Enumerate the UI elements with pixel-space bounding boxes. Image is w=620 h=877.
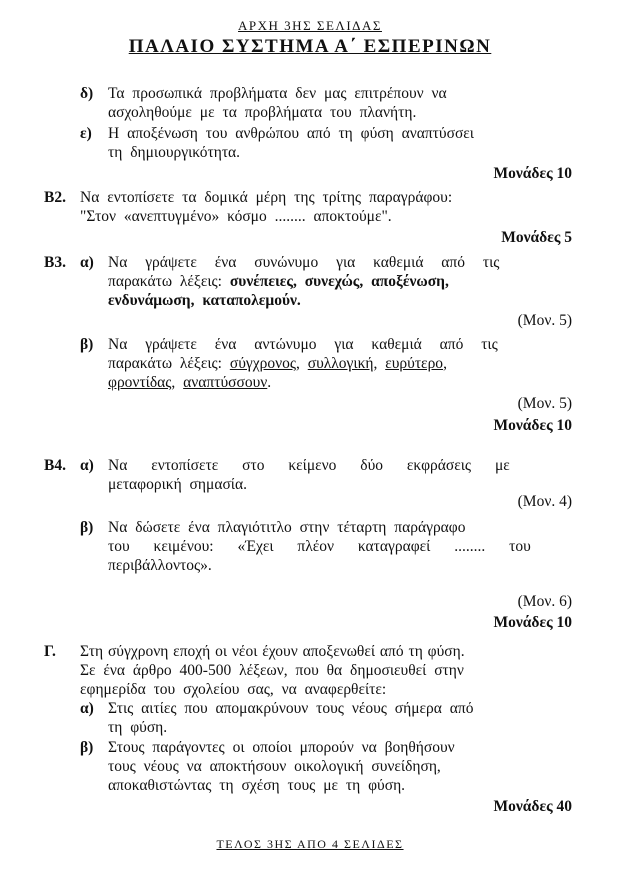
b3-b-marks: (Μον. 5) (517, 395, 572, 412)
g-label: Γ. (44, 643, 56, 660)
b3-a-word-1: συνέπειες (229, 273, 293, 290)
b3-b-sep-3: , (443, 355, 447, 372)
b4-a-line1: Να εντοπίσετε στο κείμενο δύο εκφράσεις με (108, 457, 510, 474)
b4-label: Β4. (44, 457, 66, 474)
g-line3: εφημερίδα του σχολείου σας, να αναφερθείτε: (80, 681, 387, 698)
item-epsilon-line2: τη δημιουργικότητα. (108, 144, 241, 161)
b3-total-marks: Μονάδες 10 (493, 417, 572, 434)
item-delta-label: δ) (80, 85, 94, 102)
b4-total-marks: Μονάδες 10 (493, 614, 572, 631)
b4-a-marks: (Μον. 4) (517, 493, 572, 510)
b2-line1: Να εντοπίσετε τα δομικά μέρη της τρίτης παραγράφου: (80, 189, 453, 206)
b3-a-line2 (108, 272, 572, 291)
b3-b-word-2: συλλογική (307, 355, 374, 372)
b3-b-word-3: ευρύτερο (385, 355, 444, 372)
b3-b-line3 (108, 373, 572, 392)
b4-a-line2: μεταφορική σημασία. (108, 476, 247, 493)
b3-a-sep-3: , (444, 273, 449, 290)
item-delta-line2: ασχοληθούμε με τα προβλήματα του πλανήτη. (108, 104, 417, 121)
b2-marks: Μονάδες 5 (501, 229, 572, 246)
b3-b-sep-4: , (171, 374, 184, 391)
b3-a-sep-2: , (359, 273, 372, 290)
b4-b-line3: περιβάλλοντος». (108, 557, 212, 574)
b3-a-marks: (Μον. 5) (517, 312, 572, 329)
g-marks: Μονάδες 40 (493, 798, 572, 815)
item-delta-line1: Τα προσωπικά προβλήματα δεν μας επιτρέπουν να (108, 85, 447, 102)
b3-a-sep-1: , (292, 273, 305, 290)
b4-b-marks: (Μον. 6) (517, 593, 572, 610)
item-epsilon-text (108, 124, 572, 162)
b3-b-label: β) (80, 336, 94, 353)
page-header (0, 18, 620, 59)
b3-a-label: α) (80, 254, 94, 271)
b3-b-word-4: φροντίδας (108, 374, 172, 391)
b3-a-line1: Να γράψετε ένα συνώνυμο για καθεμιά από τις (108, 254, 500, 271)
b3-label: Β3. (44, 254, 66, 271)
b2-label: Β2. (44, 189, 66, 206)
b4-a-label: α) (80, 457, 94, 474)
b4-b-line1: Να δώσετε ένα πλαγιότιτλο στην τέταρτη παράγραφο (108, 519, 466, 536)
b4-b-text (108, 518, 572, 575)
b3-a-text (108, 253, 572, 310)
b3-b-sep-1: , (295, 355, 308, 372)
g-line1: Στη σύγχρονη εποχή οι νέοι έχουν αποξενωθεί από τη φύση. (80, 643, 465, 660)
b3-b-text (108, 335, 572, 392)
b1-marks: Μονάδες 10 (493, 165, 572, 182)
g-b-line1: Στους παράγοντες οι οποίοι μπορούν να βοηθήσουν (108, 739, 455, 756)
b4-b-line2: του κειμένου: «Έχει πλέον καταγραφεί ........ του (108, 538, 531, 555)
g-a-text (108, 699, 572, 737)
g-line2: Σε ένα άρθρο 400-500 λέξεων, που θα δημοσιευθεί στην (80, 662, 464, 679)
g-a-label: α) (80, 700, 94, 717)
b2-line2: "Στον «ανεπτυγμένο» κόσμο ........ αποκτούμε". (80, 208, 392, 225)
g-b-text (108, 738, 572, 795)
b4-a-text (108, 456, 572, 494)
page-start-label: ΑΡΧΗ 3ΗΣ ΣΕΛΙΔΑΣ (238, 18, 382, 33)
g-a-line1: Στις αιτίες που απομακρύνουν τους νέους σήμερα από (108, 700, 474, 717)
page-footer: ΤΕΛΟΣ 3ΗΣ ΑΠΟ 4 ΣΕΛΙΔΕΣ (216, 837, 404, 851)
b4-b-label: β) (80, 519, 94, 536)
exam-title: ΠΑΛΑΙΟ ΣΥΣΤΗΜΑ Α΄ ΕΣΠΕΡΙΝΩΝ (128, 36, 492, 57)
b3-a-sep-4: , (190, 292, 203, 309)
b3-b-word-5: αναπτύσσουν (183, 374, 268, 391)
b3-a-line3 (108, 291, 572, 310)
item-delta-text (108, 84, 572, 122)
b3-b-sep-2: , (373, 355, 386, 372)
g-intro-text (80, 642, 572, 699)
b3-b-end: . (267, 374, 272, 391)
b3-a-word-3: αποξένωση (371, 273, 445, 290)
b3-b-word-1: σύγχρονος (229, 355, 296, 372)
g-b-line2: τους νέους να αποκτήσουν οικολογική συνείδηση, (108, 758, 441, 775)
g-b-line3: αποκαθιστώντας τη σχέση τους με τη φύση. (108, 777, 406, 794)
b2-text (80, 188, 572, 226)
b3-a-word-2: συνεχώς (304, 273, 360, 290)
b3-a-intro: παρακάτω λέξεις: (108, 273, 230, 290)
b3-b-line2 (108, 354, 572, 373)
item-epsilon-label: ε) (80, 125, 92, 142)
g-a-line2: τη φύση. (108, 719, 168, 736)
b3-b-line1: Να γράψετε ένα αντώνυμο για καθεμιά από τις (108, 336, 498, 353)
b3-b-intro: παρακάτω λέξεις: (108, 355, 230, 372)
item-epsilon-line1: Η αποξένωση του ανθρώπου από τη φύση αναπτύσσει (108, 125, 474, 142)
b3-a-word-4: ενδυνάμωση (108, 292, 191, 309)
b3-a-word-5: καταπολεμούν. (202, 292, 301, 309)
g-b-label: β) (80, 739, 94, 756)
